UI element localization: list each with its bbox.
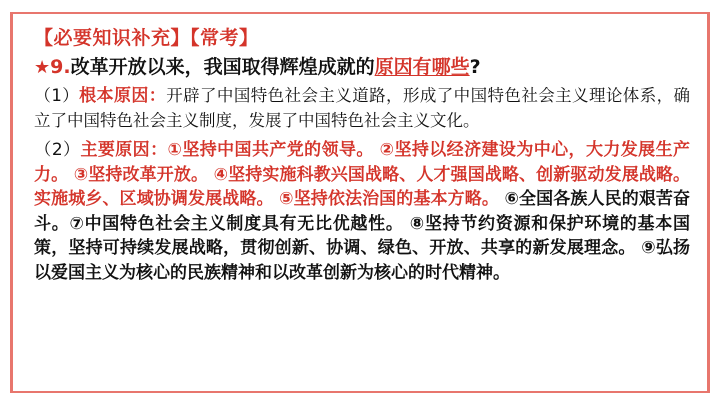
point-6-number: ⑥ — [504, 189, 520, 210]
frame-border-right — [707, 12, 710, 393]
slide-content — [34, 26, 690, 288]
point-3-number: ③ — [73, 164, 89, 185]
point-2-text: 坚持以经济建设为中心，大力发展生产力。 — [34, 139, 690, 185]
point-4-text: 坚持实施科教兴国战略、人才强国战略、创新驱动发展战略。实施城乡、区域协调发展战略。 — [34, 164, 691, 210]
question-text-after: ? — [469, 55, 481, 78]
frame-border-left — [10, 12, 13, 393]
point-1-text: 坚持中国共产党的领导。 — [182, 139, 374, 160]
point-9-text: 弘扬以爱国主义为核心的民族精神和以改革创新为核心的时代精神。 — [34, 238, 691, 284]
point-3 — [74, 165, 208, 185]
frame-border-bottom — [10, 391, 710, 393]
point-8-text: 坚持节约资源和保护环境的基本国策，坚持可持续发展战略，贯彻创新、协调、绿色、开放、共享的新发展理念。 — [34, 213, 691, 259]
question-keyword: 原因有哪些 — [374, 55, 470, 78]
point-7 — [69, 214, 403, 234]
point-6-text: 全国各族人民的艰苦奋斗。 — [34, 189, 691, 234]
item-1-body: 开辟了中国特色社会主义道路，形成了中国特色社会主义理论体系，确立了中国特色社会主义制度，发展了中国特色社会主义文化。 — [34, 86, 691, 130]
question-line — [34, 55, 690, 80]
item-2-label: 主要原因： — [80, 139, 168, 160]
point-9-number: ⑨ — [641, 238, 656, 259]
point-8-number: ⑧ — [409, 213, 425, 234]
frame-border-top — [10, 12, 710, 14]
item-2-paragraph — [34, 138, 690, 286]
point-5 — [279, 189, 499, 209]
item-2-marker: （2） — [34, 139, 81, 160]
item-1-label: 根本原因： — [79, 86, 167, 107]
question-text-before: 改革开放以来，我国取得辉煌成就的 — [70, 55, 375, 78]
point-5-number: ⑤ — [279, 189, 294, 210]
point-7-text: 中国特色社会主义制度具有无比优越性。 — [84, 213, 404, 234]
point-3-text: 坚持改革开放。 — [88, 164, 209, 185]
point-1 — [168, 140, 374, 160]
point-2-number: ② — [379, 139, 395, 160]
point-1-number: ① — [167, 139, 183, 160]
star-icon: ★ — [34, 56, 51, 78]
point-4-number: ④ — [213, 164, 229, 185]
point-5-text: 坚持依法治国的基本方略。 — [293, 189, 499, 210]
item-1-paragraph — [34, 84, 690, 132]
section-heading: 【必要知识补充】【常考】 — [34, 27, 259, 49]
question-number: 9. — [50, 55, 71, 78]
item-1-marker: （1） — [34, 86, 80, 106]
point-7-number: ⑦ — [69, 213, 85, 234]
